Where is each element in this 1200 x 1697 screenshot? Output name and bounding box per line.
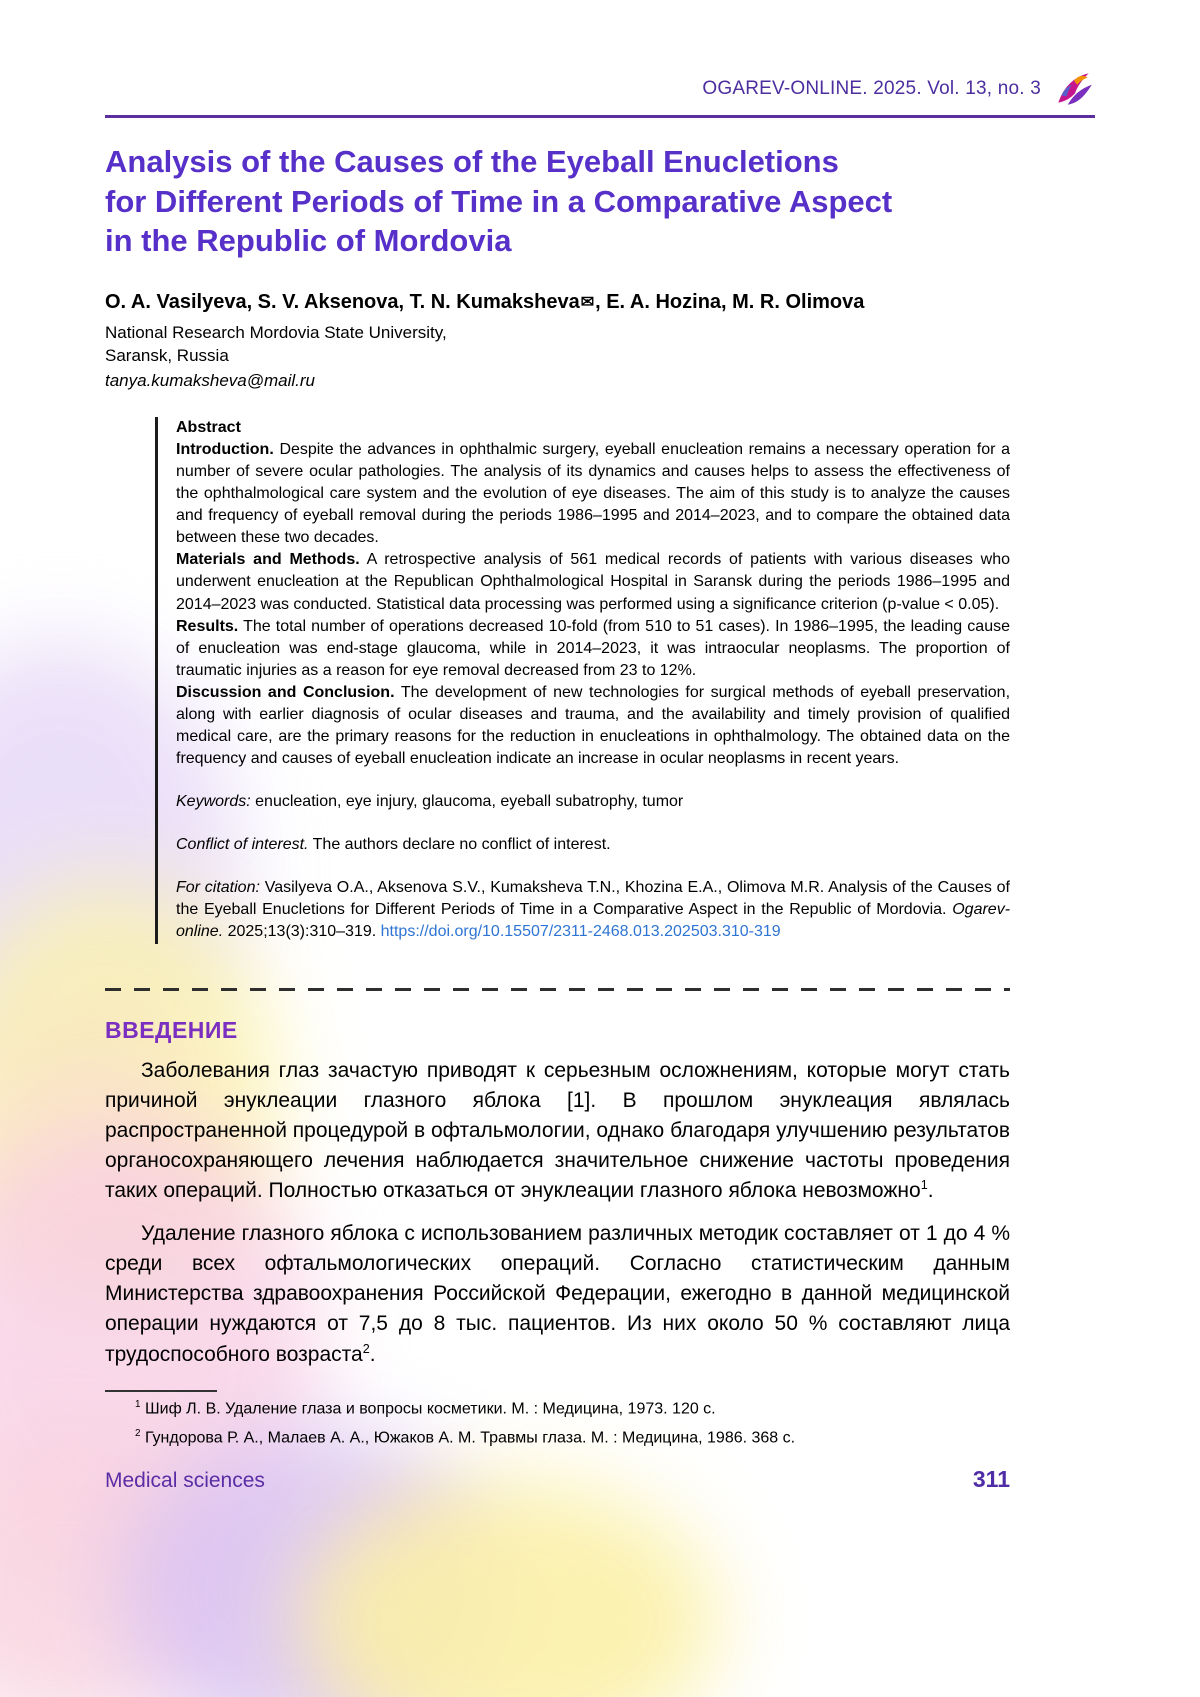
page-footer	[105, 1466, 1010, 1493]
doi-link[interactable]: https://doi.org/10.15507/2311-2468.013.202503.310-319	[380, 923, 781, 941]
abstract-materials	[176, 549, 1010, 615]
corresponding-author-icon: ✉	[580, 294, 595, 312]
authors-line	[105, 291, 1010, 314]
header-rule	[105, 115, 1095, 118]
title-line-2: for Different Periods of Time in a Comparative Aspect	[105, 183, 893, 219]
citation-text: Vasilyeva O.A., Aksenova S.V., Kumaksheva T.N., Khozina E.A., Olimova M.R. Analysis of the Causes of the Eyeball Enucletions for Different Periods of Time in a Comparative Aspect in the Republic of Mordovia.	[176, 879, 1010, 919]
paragraph-tail: .	[927, 1179, 934, 1203]
abstract-block	[155, 417, 1010, 944]
abstract-introduction	[176, 439, 1010, 549]
keywords-line	[176, 791, 1010, 813]
abstract-discussion-label: Discussion and Conclusion.	[176, 683, 395, 701]
introduction-heading: ВВЕДЕНИЕ	[105, 1016, 238, 1043]
footnote-text-2: Гундорова Р. А., Малаев А. А., Южаков А. М. Травмы глаза. М. : Медицина, 1986. 368 с.	[140, 1429, 796, 1447]
journal-header	[105, 70, 1095, 108]
abstract-heading: Abstract	[176, 418, 241, 436]
page-number: 311	[972, 1466, 1010, 1492]
title-line-3: in the Republic of Mordovia	[105, 223, 512, 259]
paragraph-text: Заболевания глаз зачастую приводят к серьезным осложнениям, которые могут стать причиной энуклеации глазного яблока [1]. В прошлом энуклеация являлась распространенной процедурой в офтальмологии, однако благодаря улучшению результатов органосохраняющего лечения наблюдается значительное снижение частоты проведения таких операций. Полностью отказаться от энуклеации глазного яблока невозможно	[105, 1058, 1010, 1203]
affiliation-line-2: Saransk, Russia	[105, 345, 229, 365]
footnote-1	[105, 1398, 1010, 1421]
abstract-introduction-label: Introduction.	[176, 440, 274, 458]
abstract-results	[176, 616, 1010, 682]
article-title	[105, 142, 1060, 261]
keywords-label: Keywords:	[176, 793, 251, 811]
conflict-label: Conflict of interest.	[176, 836, 309, 854]
introduction-paragraph-2	[105, 1219, 1010, 1370]
paragraph-text: Удаление глазного яблока с использованием различных методик составляет от 1 до 4 % среди всех офтальмологических операций. Согласно статистическим данным Министерства здравоохранения Российской Федерации, ежегодно в данной медицинской операции нуждаются от 7,5 до 8 тыс. пациентов. Из них около 50 % составляют лица трудоспособного возраста	[105, 1221, 1010, 1366]
citation-journal-name: Ogarev-online.	[176, 901, 1011, 941]
title-line-1: Analysis of the Causes of the Eyeball Enucletions	[105, 144, 839, 179]
abstract-materials-label: Materials and Methods.	[176, 551, 360, 569]
journal-logo-icon	[1053, 70, 1095, 108]
citation-volume-pages: 2025;13(3):310–319.	[227, 923, 377, 941]
authors-names-rest: , E. A. Hozina, M. R. Olimova	[595, 291, 865, 314]
citation-label: For citation:	[176, 879, 260, 897]
conflict-of-interest-line	[176, 834, 1010, 856]
citation-line	[176, 877, 1010, 943]
footnote-ref-2: 2	[362, 1341, 370, 1356]
footnote-rule	[105, 1390, 217, 1392]
authors-names: O. A. Vasilyeva, S. V. Aksenova, T. N. Kumaksheva	[105, 291, 580, 314]
footnote-ref-1: 1	[920, 1178, 928, 1193]
footer-section-label: Medical sciences	[105, 1469, 265, 1492]
abstract-discussion	[176, 682, 1010, 770]
conflict-text: The authors declare no conflict of interest.	[312, 836, 611, 854]
paragraph-tail: .	[369, 1342, 376, 1366]
abstract-results-text: The total number of operations decreased 10-fold (from 510 to 51 cases). In 1986–1995, the leading cause of enucleation was end-stage glaucoma, while in 2014–2023, it was intraocular neoplasms. The proportion of traumatic injuries as a reason for eye removal decreased from 23 to 12%.	[176, 617, 1011, 679]
footnote-marker-2: 2	[135, 1427, 141, 1439]
abstract-results-label: Results.	[176, 617, 239, 635]
affiliation	[105, 322, 1010, 368]
affiliation-line-1: National Research Mordovia State University,	[105, 323, 447, 343]
footnote-2	[105, 1427, 1010, 1450]
abstract-materials-text: A retrospective analysis of 561 medical records of patients with various diseases who underwent enucleation at the Republican Ophthalmological Hospital in Saransk during the periods 1986–1995 and 2014–2023 was conducted. Statistical data processing was performed using a significance criterion (p-value < 0.05).	[176, 551, 1011, 613]
keywords-text: enucleation, eye injury, glaucoma, eyeball subatrophy, tumor	[255, 793, 684, 811]
footnote-text-1: Шиф Л. В. Удаление глаза и вопросы косметики. М. : Медицина, 1973. 120 с.	[140, 1400, 716, 1418]
introduction-paragraph-1	[105, 1056, 1010, 1207]
abstract-introduction-text: Despite the advances in ophthalmic surgery, eyeball enucleation remains a necessary operation for a number of severe ocular pathologies. The analysis of its dynamics and causes helps to assess the effectiveness of the ophthalmological care system and the evolution of eye diseases. The aim of this study is to analyze the causes and frequency of eyeball removal during the periods 1986–1995 and 2014–2023, and to compare the obtained data between these two decades.	[176, 440, 1010, 547]
abstract-discussion-text: The development of new technologies for surgical methods of eyeball preservation, along with earlier diagnosis of ocular diseases and trauma, and the availability and timely provision of qualified medical care, are the primary reasons for the reduction in enucleations in ophthalmology. The obtained data on the frequency and causes of eyeball enucleation indicate an increase in ocular neoplasms in recent years.	[176, 683, 1011, 768]
corresponding-email: tanya.kumaksheva@mail.ru	[105, 370, 316, 390]
footnote-marker-1: 1	[135, 1398, 141, 1410]
dashed-divider	[105, 988, 1010, 991]
journal-title: OGAREV-ONLINE. 2025. Vol. 13, no. 3	[702, 78, 1041, 99]
